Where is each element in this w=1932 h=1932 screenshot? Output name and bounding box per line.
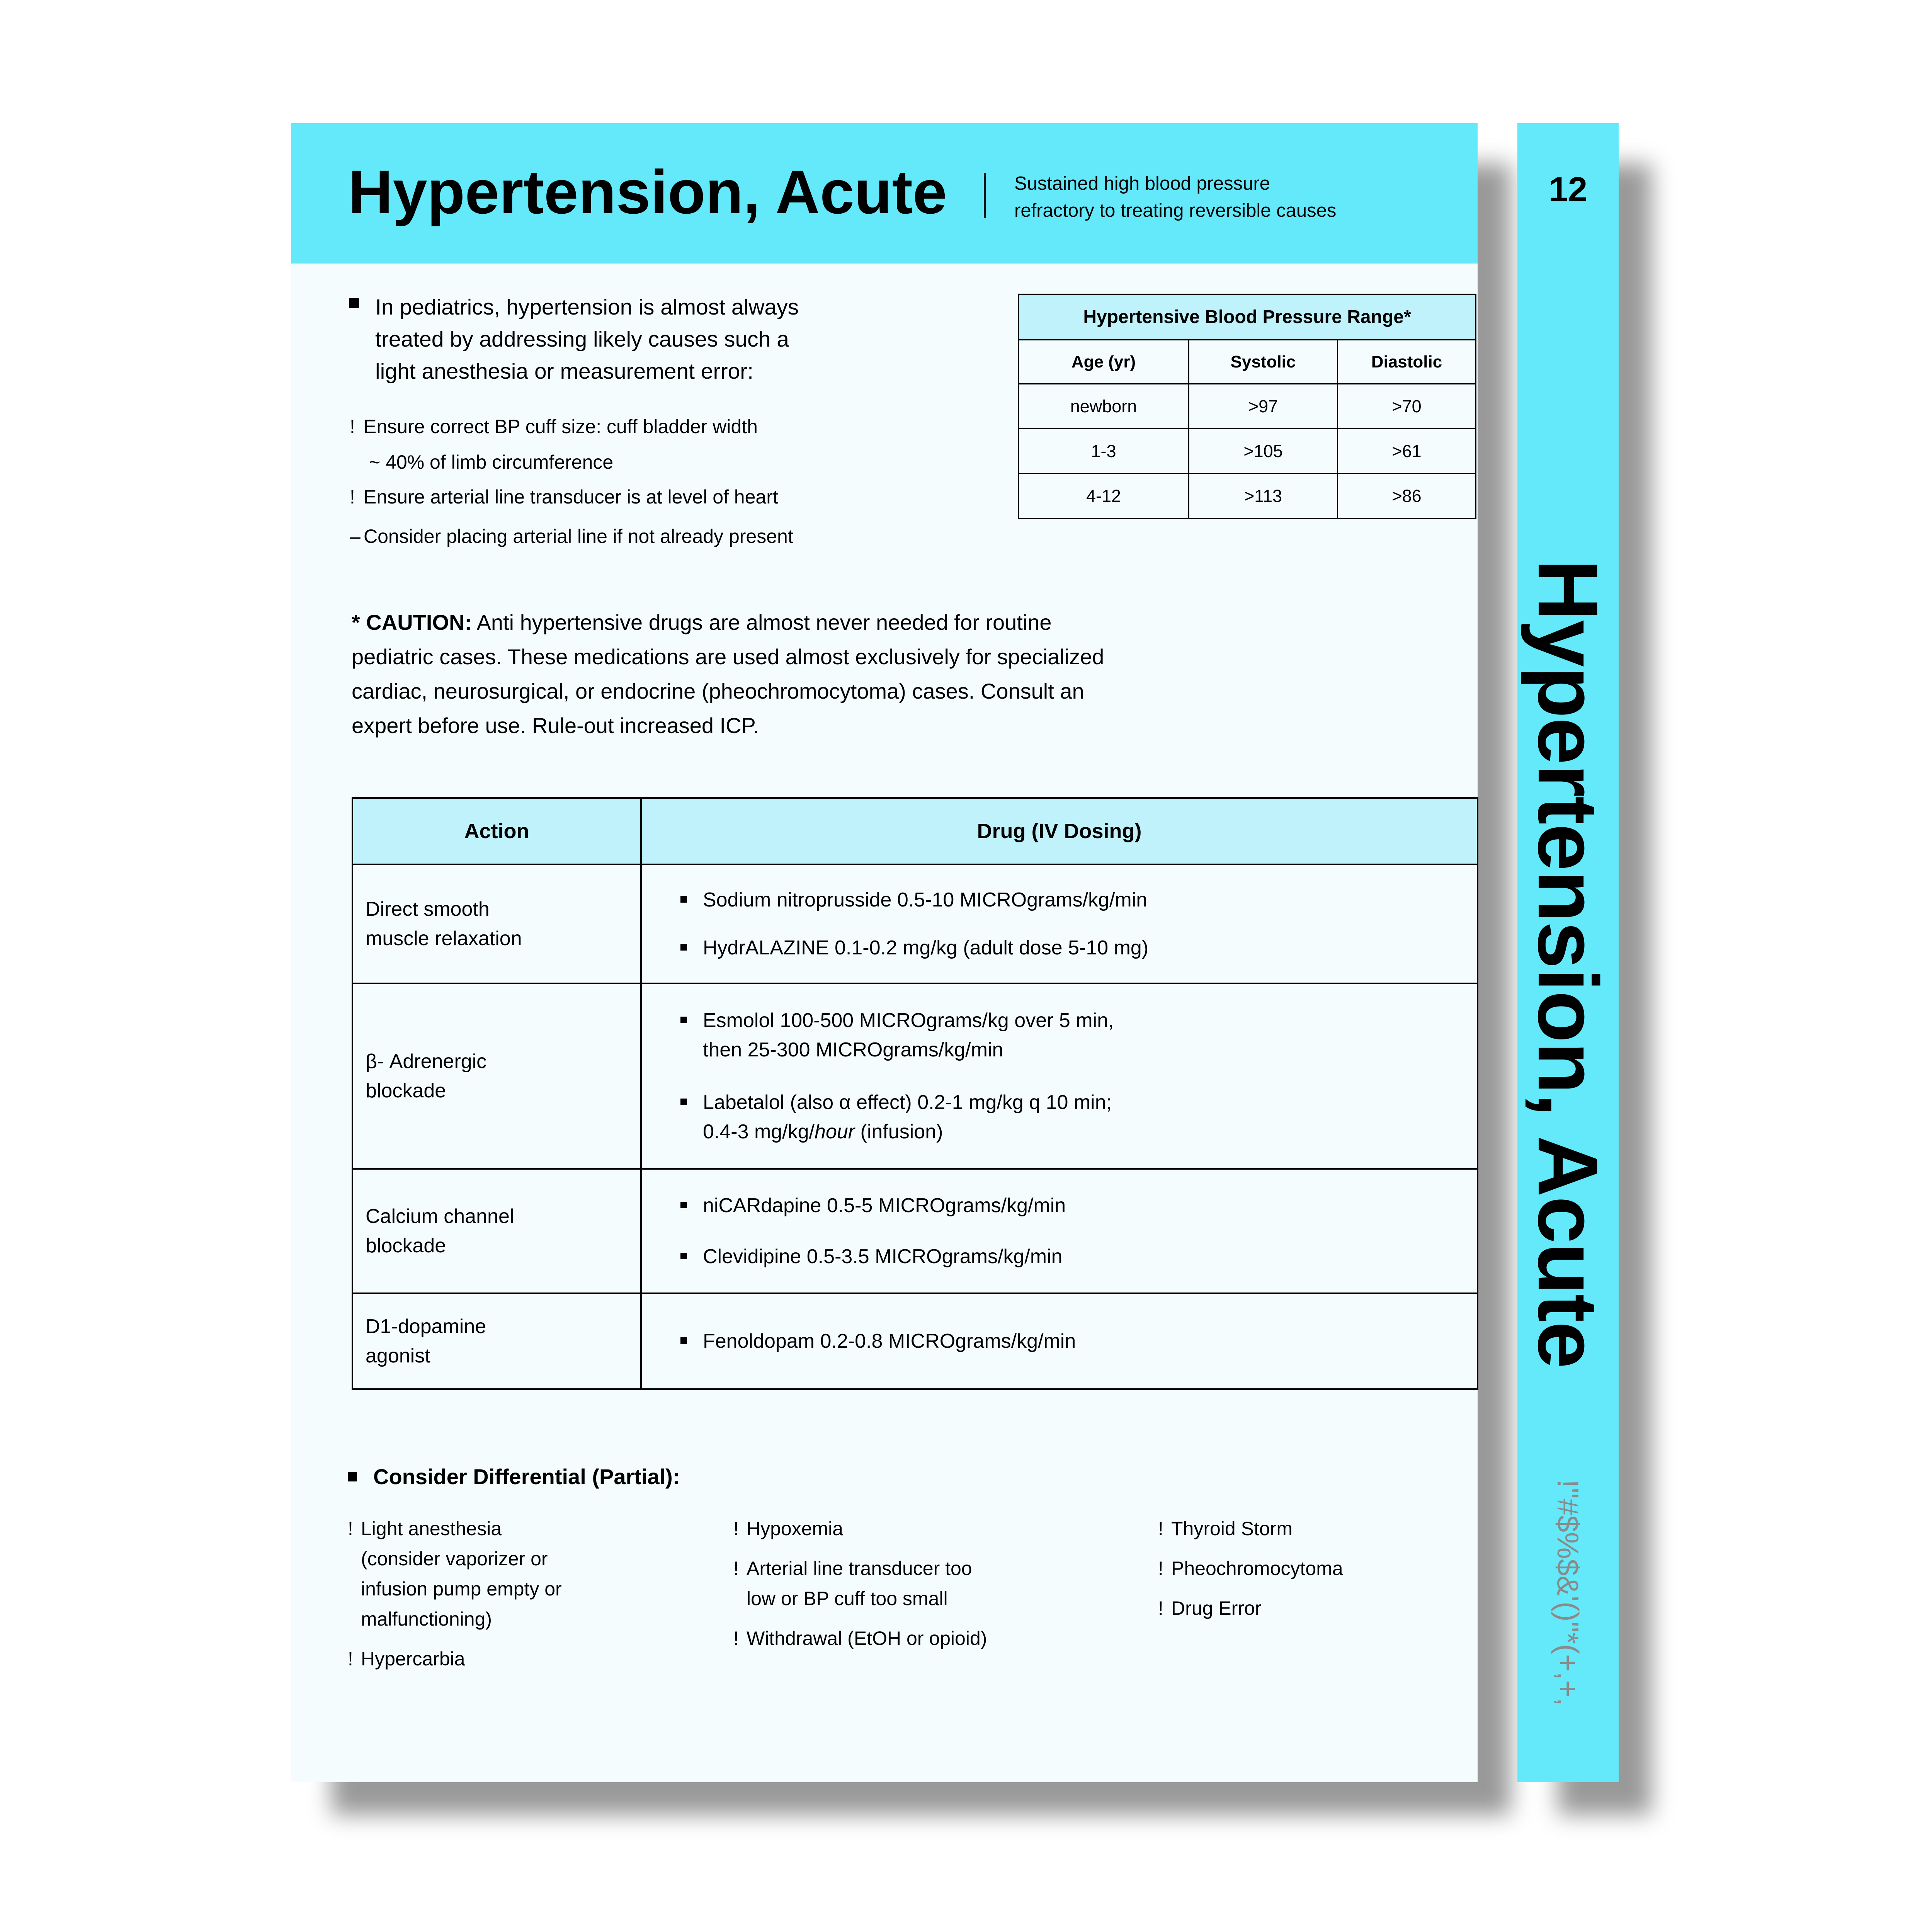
exclaim-bullet-icon: ! <box>733 1558 739 1579</box>
square-bullet-icon <box>349 298 359 308</box>
differential-column <box>1158 1514 1475 1633</box>
list-item: Sodium nitroprusside 0.5-10 MICROgrams/kg/min <box>680 885 1477 915</box>
exclaim-bullet-icon: ! <box>733 1628 739 1649</box>
caution-line: cardiac, neurosurgical, or endocrine (pheochromocytoma) cases. Consult an <box>352 679 1084 703</box>
table-row <box>353 983 1477 1168</box>
bp-range-table <box>1018 294 1476 519</box>
square-bullet-icon <box>680 1017 687 1023</box>
caution-line: expert before use. Rule-out increased ICP. <box>352 713 759 738</box>
caution-lead: * CAUTION: <box>352 610 472 634</box>
drugs-cell <box>640 1170 1477 1293</box>
list-item: ! Thyroid Storm <box>1158 1514 1475 1544</box>
list-item: ! Pheochromocytoma <box>1158 1553 1475 1583</box>
bp-table-title: Hypertensive Blood Pressure Range* <box>1019 294 1476 340</box>
square-bullet-icon <box>680 1202 687 1208</box>
caution-line: * CAUTION: Anti hypertensive drugs are almost never needed for routine <box>352 610 1052 634</box>
table-row <box>353 1293 1477 1388</box>
caution-line: pediatric cases. These medications are used almost exclusively for specialized <box>352 645 1104 669</box>
drugs-cell <box>640 1294 1477 1388</box>
list-item: ! Hypoxemia <box>733 1514 1139 1544</box>
drug-table-header-row <box>353 799 1477 864</box>
page-title: Hypertension, Acute <box>348 157 947 226</box>
table-row <box>353 864 1477 983</box>
exclaim-bullet-icon: ! <box>350 486 355 508</box>
action-cell: β- Adrenergic blockade <box>366 1050 487 1102</box>
header-divider <box>984 173 986 218</box>
list-item: HydrALAZINE 0.1-0.2 mg/kg (adult dose 5-10 mg) <box>680 933 1477 963</box>
drugs-cell <box>640 865 1477 983</box>
sidebar-footer-glyphs: !"#$%$&'()"*(+,+, <box>1551 1480 1585 1706</box>
sidebar-tab-strip <box>1517 123 1619 1782</box>
exclaim-bullet-icon: ! <box>733 1518 739 1539</box>
bp-table-header-row <box>1019 340 1476 384</box>
action-cell: Direct smooth muscle relaxation <box>366 898 522 950</box>
exclaim-bullet-icon: ! <box>1158 1518 1163 1539</box>
check-text: Ensure correct BP cuff size: cuff bladder width ~ 40% of limb circumference <box>364 416 758 473</box>
square-bullet-icon <box>680 1253 687 1259</box>
square-bullet-icon <box>348 1472 357 1481</box>
table-row: 1-3 >105 >61 <box>1019 429 1476 474</box>
exclaim-bullet-icon: ! <box>1158 1597 1163 1619</box>
drugs-cell <box>640 984 1477 1168</box>
bp-col-systolic: Systolic <box>1189 340 1338 384</box>
list-item: Fenoldopam 0.2-0.8 MICROgrams/kg/min <box>680 1327 1477 1356</box>
caution-paragraph <box>352 605 1395 743</box>
list-item: Clevidipine 0.5-3.5 MICROgrams/kg/min <box>680 1242 1477 1271</box>
differential-column <box>733 1514 1139 1663</box>
list-item: Labetalol (also α effect) 0.2-1 mg/kg q 10 min; 0.4-3 mg/kg/hour (infusion) <box>680 1088 1477 1146</box>
list-item: ! Light anesthesia (consider vaporizer or infusion pump empty or malfunctioning) <box>348 1514 719 1634</box>
differential-column <box>348 1514 719 1684</box>
table-row <box>353 1168 1477 1293</box>
check-item <box>350 409 758 480</box>
square-bullet-icon <box>680 1099 687 1105</box>
check-item <box>350 479 778 515</box>
page-subtitle <box>1014 170 1336 224</box>
bp-col-age: Age (yr) <box>1019 340 1189 384</box>
square-bullet-icon <box>680 1337 687 1344</box>
document-page <box>291 123 1478 1782</box>
check-text: Ensure arterial line transducer is at level of heart <box>364 486 778 508</box>
square-bullet-icon <box>680 944 687 951</box>
header-band <box>291 123 1478 264</box>
list-item: ! Hypercarbia <box>348 1644 719 1674</box>
intro-paragraph <box>375 291 799 388</box>
list-item: ! Drug Error <box>1158 1593 1475 1623</box>
exclaim-bullet-icon: ! <box>348 1518 353 1539</box>
action-cell: Calcium channel blockade <box>366 1205 514 1257</box>
list-item: Esmolol 100-500 MICROgrams/kg over 5 min, then 25-300 MICROgrams/kg/min <box>680 1006 1477 1065</box>
subtitle-line: refractory to treating reversible causes <box>1014 200 1337 221</box>
drug-col-action: Action <box>464 820 529 843</box>
intro-line: In pediatrics, hypertension is almost always <box>375 295 799 320</box>
drug-col-dosing: Drug (IV Dosing) <box>640 799 1477 864</box>
differential-heading: Consider Differential (Partial): <box>348 1464 680 1489</box>
check-item <box>350 519 793 554</box>
check-text: Consider placing arterial line if not already present <box>364 526 793 547</box>
list-item: niCARdapine 0.5-5 MICROgrams/kg/min <box>680 1191 1477 1220</box>
exclaim-bullet-icon: ! <box>348 1648 353 1670</box>
drug-dosing-table <box>352 797 1478 1390</box>
bp-col-diastolic: Diastolic <box>1338 340 1476 384</box>
square-bullet-icon <box>680 896 687 903</box>
dash-bullet-icon: – <box>350 526 361 547</box>
sidebar-vertical-title: Hypertension, Acute <box>1520 559 1616 1368</box>
list-item: ! Withdrawal (EtOH or opioid) <box>733 1623 1139 1653</box>
intro-line: treated by addressing likely causes such a <box>375 327 789 352</box>
intro-line: light anesthesia or measurement error: <box>375 359 753 384</box>
page-number: 12 <box>1548 170 1588 209</box>
exclaim-bullet-icon: ! <box>350 416 355 437</box>
subtitle-line: Sustained high blood pressure <box>1014 173 1270 194</box>
table-row: newborn >97 >70 <box>1019 384 1476 429</box>
action-cell: D1-dopamine agonist <box>366 1315 486 1367</box>
exclaim-bullet-icon: ! <box>1158 1558 1163 1579</box>
list-item: ! Arterial line transducer too low or BP cuff too small <box>733 1553 1139 1614</box>
table-row: 4-12 >113 >86 <box>1019 474 1476 519</box>
